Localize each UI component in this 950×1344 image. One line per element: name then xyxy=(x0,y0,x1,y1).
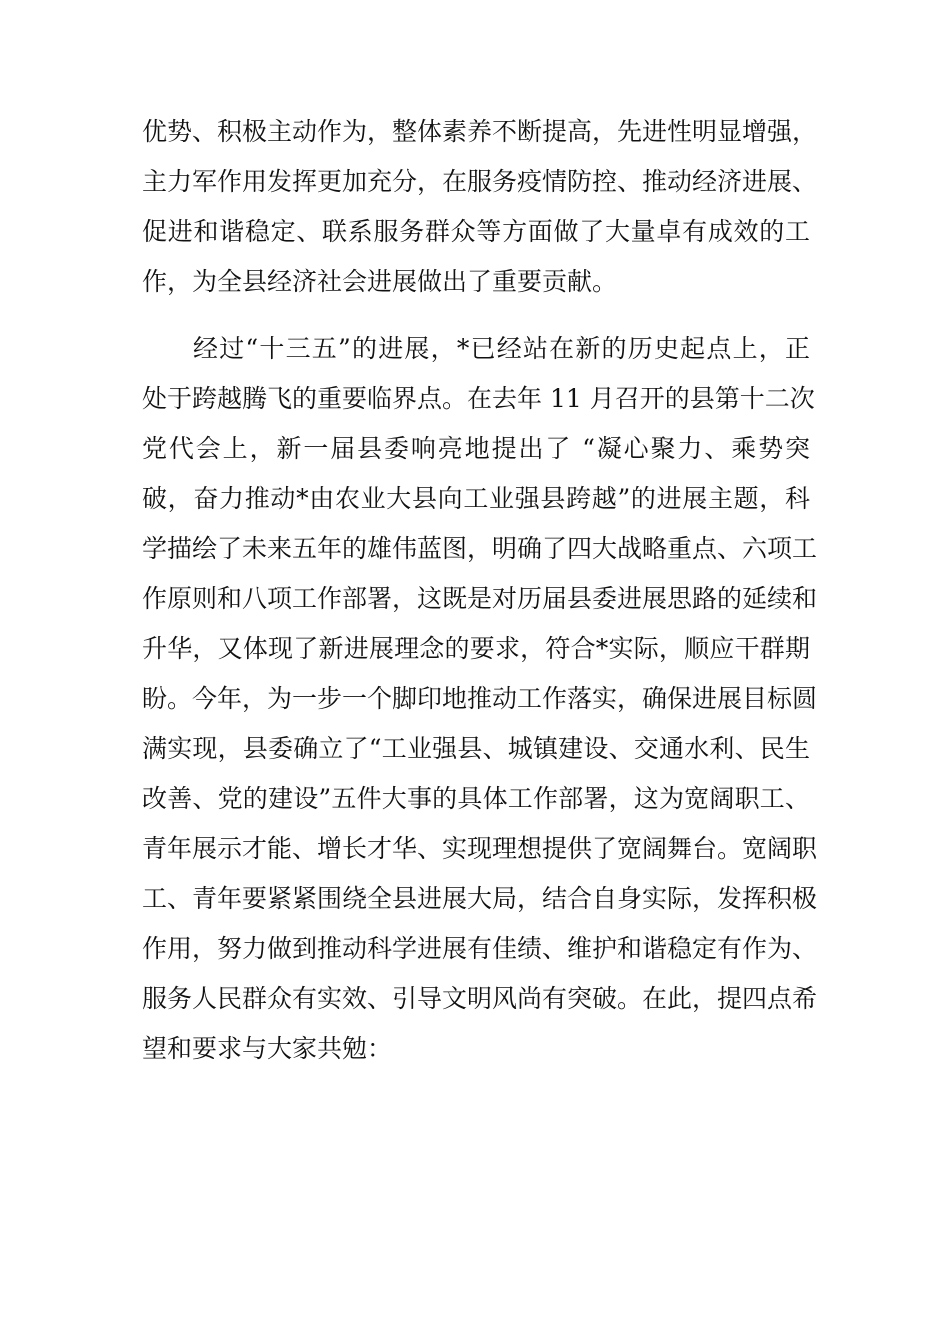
paragraph-line: 青年展示才能、增长才华、实现理想提供了宽阔舞台。宽阔职 xyxy=(142,834,818,863)
paragraph-line: 满实现，县委确立了“工业强县、城镇建设、交通水利、民生 xyxy=(142,734,810,763)
paragraph-line: 破，奋力推动*由农业大县向工业强县跨越”的进展主题，科 xyxy=(142,484,810,513)
paragraph-line: 经过“十三五”的进展，*已经站在新的历史起点上，正 xyxy=(193,334,810,363)
paragraph-line: 作用，努力做到推动科学进展有佳绩、维护和谐稳定有作为、 xyxy=(142,934,818,963)
paragraph-line: 处于跨越腾飞的重要临界点。在去年 11 月召开的县第十二次 xyxy=(142,384,815,413)
paragraph-line: 工、青年要紧紧围绕全县进展大局，结合自身实际，发挥积极 xyxy=(142,884,818,913)
paragraph-line: 作原则和八项工作部署，这既是对历届县委进展思路的延续和 xyxy=(142,584,818,613)
paragraph-line: 促进和谐稳定、联系服务群众等方面做了大量卓有成效的工 xyxy=(142,217,810,246)
paragraph-line: 党代会上，新一届县委响亮地提出了 “凝心聚力、乘势突 xyxy=(142,434,810,463)
paragraph-line: 学描绘了未来五年的雄伟蓝图，明确了四大战略重点、六项工 xyxy=(142,534,818,563)
paragraph-line: 盼。今年，为一步一个脚印地推动工作落实，确保进展目标圆 xyxy=(142,684,818,713)
paragraph-line: 望和要求与大家共勉： xyxy=(142,1034,393,1063)
paragraph-line: 优势、积极主动作为，整体素养不断提高，先进性明显增强， xyxy=(142,117,818,146)
paragraph-line: 升华，又体现了新进展理念的要求，符合*实际，顺应干群期 xyxy=(142,634,810,663)
paragraph-line: 服务人民群众有实效、引导文明风尚有突破。在此，提四点希 xyxy=(142,984,818,1013)
paragraph-line: 主力军作用发挥更加充分，在服务疫情防控、推动经济进展、 xyxy=(142,167,818,196)
paragraph-line: 作，为全县经济社会进展做出了重要贡献。 xyxy=(142,267,618,296)
paragraph-line: 改善、党的建设”五件大事的具体工作部署，这为宽阔职工、 xyxy=(142,784,810,813)
